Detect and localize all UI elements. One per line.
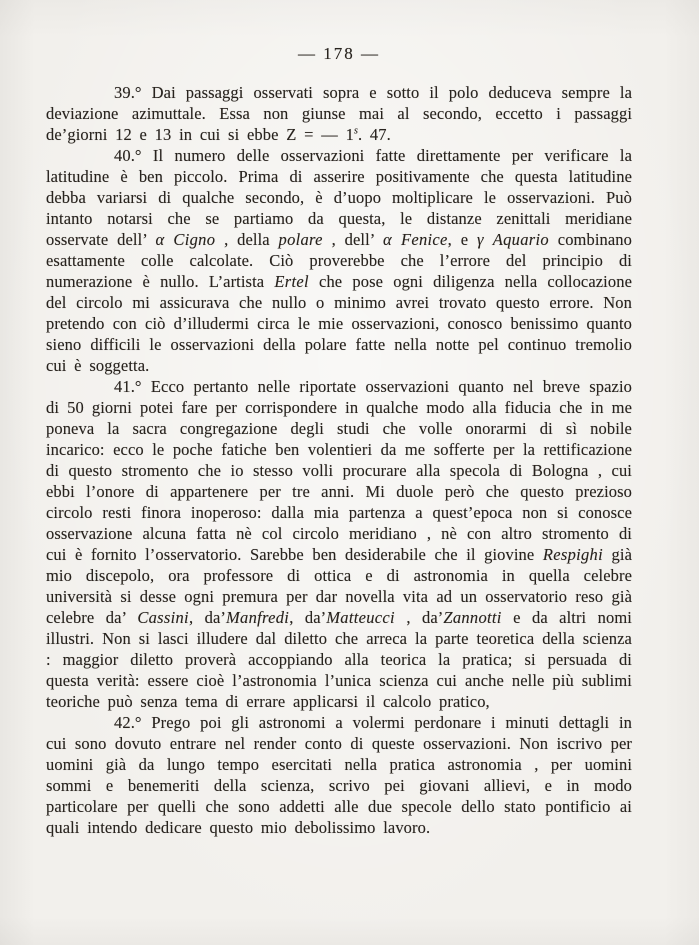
text-segment: 39.° Dai passaggi osservati sopra e sotto il polo deduceva sempre la deviazione azimuttale. Essa non giunse mai al secondo, eccetto i passaggi de’giorni 12 e 13 in cui si ebbe Z = — 1 [46,83,632,144]
text-segment: γ Aquario [476,230,549,249]
text-segment: , da’ [394,608,444,627]
page-number: — 178 — [298,44,380,63]
text-segment: , e [447,230,477,249]
text-segment: che pose ogni diligenza nella collocazione del circolo mi assicurava che nullo o minimo avrei trovato questo errore. Non pretendo con ciò d’illudermi circa le mie osservazioni, conosco benissimo quanto sieno difficili le osservazioni della polare fatte nella notte pel continuo tremolio cui è soggetta. [46,272,632,375]
text-segment: combinano esattamente colle calcolate. Ciò proverebbe che l’errore del principio di numerazione è nullo. L’artista [46,230,632,291]
text-segment: 40.° Il numero delle osservazioni fatte direttamente per verificare la latitudine è ben piccolo. Prima di asserire positivamente che questa latitudine debba variarsi di qualche secondo, è d’uopo moltiplicare le osservazioni. Può intanto notarsi che se partiamo da questa, le distanze zenittali meridiane osservate dell’ [46,146,632,249]
text-segment: Matteucci [326,608,395,627]
text-segment: polare [278,230,323,249]
text-segment: e da altri nomi illustri. Non si lasci illudere dal diletto che arreca la parte teoretica della scienza : maggior diletto proverà accoppiando alla teorica la pratica; si persuada di questa verità: essere cioè l’astronomia l’unica scienza cui anche nelle più sublimi teoriche può senza tema di errare applicarsi il calcolo pratico, [46,608,632,711]
text-segment: 41.° Ecco pertanto nelle riportate osservazioni quanto nel breve spazio di 50 giorni potei fare per corrispondere in qualche modo alla fiducia che in me poneva la sacra congregazione degli studi che volle onorarmi di sì nobile incarico: ecco le poche fatiche ben volentieri da me sofferte per la rettificazione di questo stromento che io stesso volli procurare alla specola di Bologna , cui ebbi l’onore di appartenere per tre anni. Mi duole però che questo prezioso circolo resti finora inoperoso: dalla mia partenza a quest’epoca non si conosce osservazione alcuna fatta nè col circolo meridiano , nè con altro stromento di cui è fornito l’osservatorio. Sarebbe ben desiderabile che il giovine [46,377,632,564]
text-segment: , da’ [188,608,226,627]
text-segment: Zannotti [443,608,502,627]
text-segment: , da’ [289,608,327,627]
paragraph [46,712,632,838]
text-segment: α Cigno [155,230,216,249]
text-segment: . 47. [357,125,391,144]
paragraph [46,145,632,376]
text-segment: 42.° Prego poi gli astronomi a volermi perdonare i minuti dettagli in cui sono dovuto entrare nel render conto di queste osservazioni. Non iscrivo per uomini già da lungo tempo esercitati nella pratica astronomia , per uomini sommi e benemeriti della scienza, scrivo pei giovani allievi, e in modo particolare per quelli che sono addetti alle due specole dello stato pontificio ai quali intendo dedicare questo mio debolissimo lavoro. [46,713,632,837]
text-segment: Respighi [542,545,603,564]
paragraph [46,376,632,712]
text-segment: già mio discepolo, ora professore di ottica e di astronomia in quella celebre università si desse ogni premura per dar novella vita ad un osservatorio reso già celebre da’ [46,545,632,627]
text-segment: , dell’ [322,230,383,249]
text-segment: s [353,125,358,137]
paragraph [46,82,632,145]
text-segment: Manfredi [225,608,290,627]
text-segment: Cassini [137,608,189,627]
text-segment: α Fenice [382,230,448,249]
body-text [46,82,632,838]
text-segment: Ertel [274,272,309,291]
text-segment: , della [215,230,279,249]
